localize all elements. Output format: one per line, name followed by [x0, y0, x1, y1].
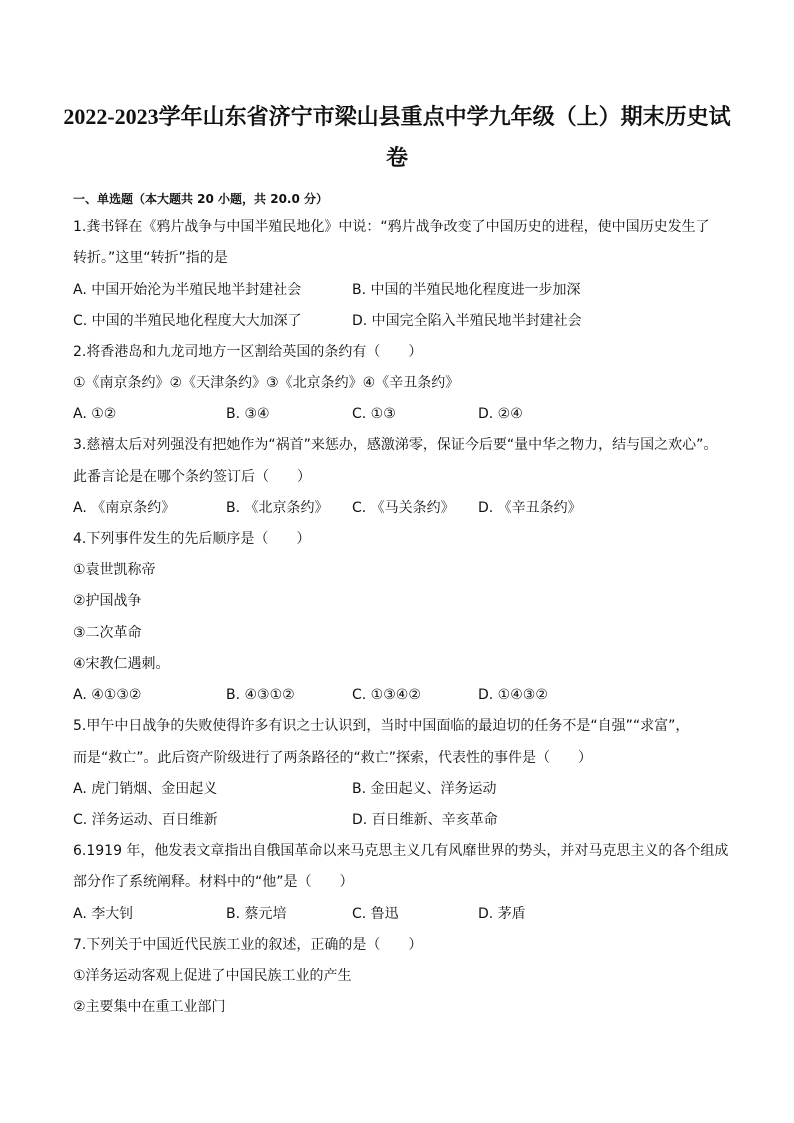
q2-stem-line2: ①《南京条约》②《天津条约》③《北京条约》④《辛丑条约》 — [73, 375, 460, 391]
q3-stem-line1: 3.慈禧太后对列强没有把她作为“祸首”来惩办，感激涕零，保证今后要“量中华之物力，结与国之欢心”。 — [73, 437, 718, 453]
q3-stem-line2: 此番言论是在哪个条约签订后（ ） — [73, 469, 311, 485]
q1-option-a: A. 中国开始沦为半殖民地半封建社会 — [73, 282, 302, 298]
q5-option-c: C. 洋务运动、百日维新 — [73, 812, 218, 828]
q7-stem-item2: ②主要集中在重工业部门 — [73, 999, 226, 1015]
q7-stem-item1: ①洋务运动客观上促进了中国民族工业的产生 — [73, 968, 352, 984]
q4-stem-item3: ③二次革命 — [73, 625, 142, 641]
q2-option-d: D. ②④ — [478, 406, 523, 422]
q2-option-b: B. ③④ — [226, 406, 270, 422]
q2-stem-line1: 2.将香港岛和九龙司地方一区割给英国的条约有（ ） — [73, 344, 423, 360]
q3-option-b: B. 《北京条约》 — [226, 500, 329, 516]
q2-option-c: C. ①③ — [352, 406, 396, 422]
q3-option-d: D. 《辛丑条约》 — [478, 500, 582, 516]
q6-option-a: A. 李大钊 — [73, 906, 134, 922]
q5-stem-line1: 5.甲午中日战争的失败使得许多有识之士认识到，当时中国面临的最迫切的任务不是“自强”“求富”， — [73, 718, 690, 734]
q5-stem-line2: 而是“救亡”。此后资产阶级进行了两条路径的“救亡”探索，代表性的事件是（ ） — [73, 750, 593, 766]
q1-option-b: B. 中国的半殖民地化程度进一步加深 — [352, 282, 581, 298]
q4-stem-item4: ④宋教仁遇刺。 — [73, 656, 170, 672]
q6-stem-line2: 部分作了系统阐释。材料中的“他”是（ ） — [73, 874, 354, 890]
q5-option-a: A. 虎门销烟、金田起义 — [73, 781, 218, 797]
q4-option-c: C. ①③④② — [352, 687, 421, 703]
exam-title-line2: 卷 — [385, 145, 408, 170]
q6-option-d: D. 茅盾 — [478, 906, 526, 922]
q6-option-b: B. 蔡元培 — [226, 906, 287, 922]
section-heading: 一、单选题（本大题共 20 小题，共 20.0 分） — [73, 192, 329, 206]
q4-stem-item2: ②护国战争 — [73, 593, 142, 609]
q4-stem-item1: ①袁世凯称帝 — [73, 562, 156, 578]
q1-stem-line2: 转折。”这里“转折”指的是 — [73, 250, 228, 266]
q1-option-c: C. 中国的半殖民地化程度大大加深了 — [73, 313, 302, 329]
q3-option-c: C. 《马关条约》 — [352, 500, 455, 516]
q1-option-d: D. 中国完全陷入半殖民地半封建社会 — [352, 313, 582, 329]
q7-stem-line1: 7.下列关于中国近代民族工业的叙述，正确的是（ ） — [73, 937, 423, 953]
q3-option-a: A. 《南京条约》 — [73, 500, 176, 516]
q5-option-b: B. 金田起义、洋务运动 — [352, 781, 497, 797]
q6-stem-line1: 6.1919 年，他发表文章指出自俄国革命以来马克思主义几有风靡世界的势头，并对马克思主义的各个组成 — [73, 843, 729, 859]
q4-option-a: A. ④①③② — [73, 687, 142, 703]
q6-option-c: C. 鲁迅 — [352, 906, 399, 922]
q4-option-d: D. ①④③② — [478, 687, 548, 703]
q5-option-d: D. 百日维新、辛亥革命 — [352, 812, 498, 828]
q1-stem-line1: 1.龚书铎在《鸦片战争与中国半殖民地化》中说：“鸦片战争改变了中国历史的进程，使中国历史发生了 — [73, 219, 710, 235]
q4-stem-line1: 4.下列事件发生的先后顺序是（ ） — [73, 531, 311, 547]
q4-option-b: B. ④③①② — [226, 687, 295, 703]
exam-title-line1: 2022-2023学年山东省济宁市梁山县重点中学九年级（上）期末历史试 — [63, 104, 731, 129]
q2-option-a: A. ①② — [73, 406, 117, 422]
